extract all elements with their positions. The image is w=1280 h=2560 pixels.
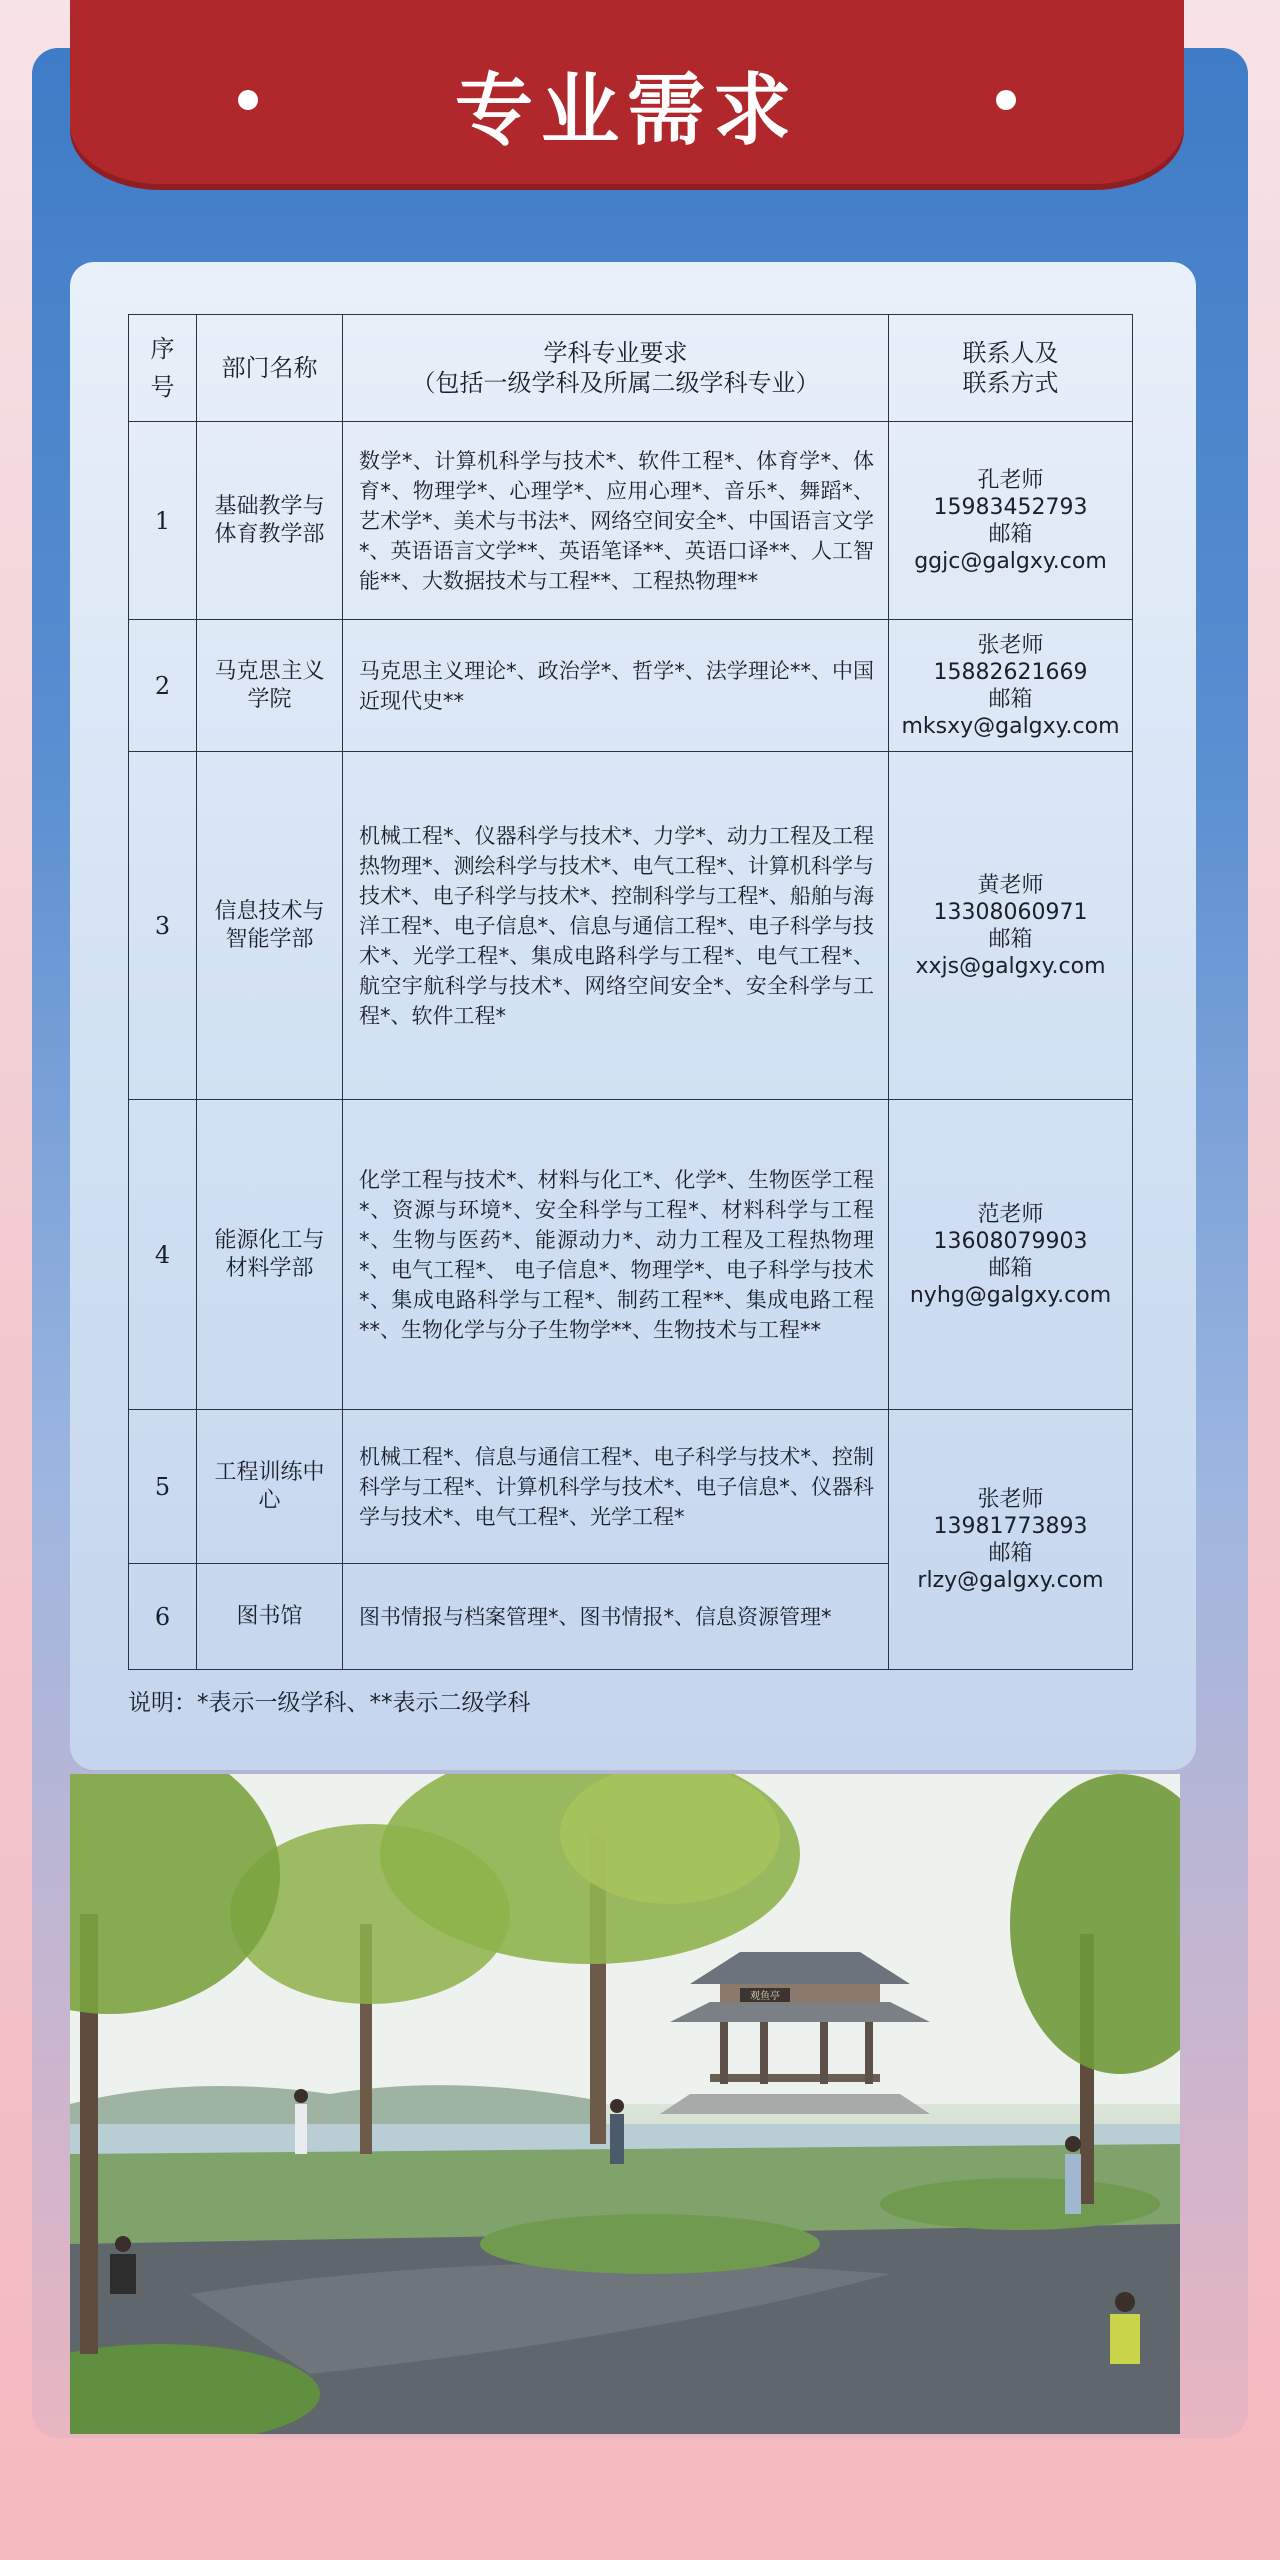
header-subject-line1: 学科专业要求 — [543, 339, 688, 367]
row-seq: 5 — [129, 1410, 197, 1564]
contact-phone: 13608079903 — [933, 1228, 1088, 1254]
contact-mail-label: 邮箱 — [988, 686, 1033, 712]
scene-svg — [70, 1774, 1180, 2434]
contact-email: nyhg@galgxy.com — [909, 1282, 1112, 1308]
row-dept: 马克思主义学院 — [197, 620, 343, 752]
contact-phone: 13981773893 — [933, 1513, 1088, 1539]
contact-name: 张老师 — [977, 1486, 1044, 1512]
header-subject-line2: （包括一级学科及所属二级学科专业） — [411, 369, 820, 397]
contact-mail-label: 邮箱 — [988, 1255, 1033, 1281]
row-seq: 4 — [129, 1100, 197, 1410]
contact-mail-label: 邮箱 — [988, 926, 1033, 952]
contact-phone: 13308060971 — [933, 899, 1088, 925]
row-subjects: 图书情报与档案管理*、图书情报*、信息资源管理* — [343, 1564, 889, 1670]
row-dept: 基础教学与体育教学部 — [197, 422, 343, 620]
contact-name: 张老师 — [977, 632, 1044, 658]
contact-email: rlzy@galgxy.com — [917, 1567, 1104, 1593]
contact-phone: 15882621669 — [933, 659, 1088, 685]
contact-mail-label: 邮箱 — [988, 1540, 1033, 1566]
row-seq: 6 — [129, 1564, 197, 1670]
contact-email: xxjs@galgxy.com — [915, 953, 1106, 979]
table-row — [129, 620, 1133, 752]
grass-island — [480, 2214, 820, 2274]
row-subjects: 机械工程*、仪器科学与技术*、力学*、动力工程及工程热物理*、测绘科学与技术*、电气工程*、计算机科学与技术*、电子科学与技术*、控制科学与工程*、船舶与海洋工程*、电子信息*、信息与通信工程*、电子科学与技术*、光学工程*、集成电路科学与工程*、电气工程*、航空宇航科学与技术*、网络空间安全*、安全科学与工程*、软件工程* — [343, 752, 889, 1100]
header-ribbon — [70, 0, 1184, 184]
row-subjects: 化学工程与技术*、材料与化工*、化学*、生物医学工程*、资源与环境*、安全科学与工程*、材料科学与工程*、生物与医药*、能源动力*、动力工程及工程热物理*、电气工程*、 电子信息*、物理学*、电子科学与技术*、集成电路科学与工程*、制药工程**、集成电路工程**、生物化学与分子生物学**、生物技术与工程** — [343, 1100, 889, 1410]
campus-scene-illustration — [70, 1774, 1180, 2434]
table-row — [129, 1410, 1133, 1564]
table-header-row — [129, 315, 1133, 422]
row-contact — [889, 752, 1133, 1100]
table-row — [129, 1100, 1133, 1410]
row-seq: 1 — [129, 422, 197, 620]
header-contact — [889, 315, 1133, 422]
row-dept: 工程训练中心 — [197, 1410, 343, 1564]
contact-name: 范老师 — [977, 1201, 1044, 1227]
row-seq: 3 — [129, 752, 197, 1100]
contact-name: 孔老师 — [977, 467, 1044, 493]
footnote: 说明：*表示一级学科、**表示二级学科 — [128, 1690, 531, 1716]
requirements-table — [128, 314, 1133, 1670]
table-row — [129, 422, 1133, 620]
page-title: 专业需求 — [454, 66, 799, 156]
header-contact-line1: 联系人及 — [962, 339, 1059, 367]
header-contact-line2: 联系方式 — [962, 369, 1059, 397]
row-contact — [889, 1100, 1133, 1410]
contact-email: ggjc@galgxy.com — [914, 548, 1107, 574]
row-contact — [889, 422, 1133, 620]
header-dept: 部门名称 — [197, 315, 343, 422]
row-dept: 图书馆 — [197, 1564, 343, 1670]
contact-email: mksxy@galgxy.com — [901, 713, 1120, 739]
grass-island — [880, 2178, 1160, 2230]
contact-phone: 15983452793 — [933, 494, 1088, 520]
contact-mail-label: 邮箱 — [988, 521, 1033, 547]
table-row — [129, 752, 1133, 1100]
contact-name: 黄老师 — [977, 872, 1044, 898]
header-seq — [129, 315, 197, 422]
row-subjects: 数学*、计算机科学与技术*、软件工程*、体育学*、体育*、物理学*、心理学*、应用心理*、音乐*、舞蹈*、艺术学*、美术与书法*、网络空间安全*、中国语言文学*、英语语言文学**、英语笔译**、英语口译**、人工智能**、大数据技术与工程**、工程热物理** — [343, 422, 889, 620]
header-seq-label: 序号 — [150, 335, 175, 401]
row-contact — [889, 620, 1133, 752]
row-dept: 信息技术与智能学部 — [197, 752, 343, 1100]
row-contact — [889, 1410, 1133, 1670]
row-seq: 2 — [129, 620, 197, 752]
row-subjects: 马克思主义理论*、政治学*、哲学*、法学理论**、中国近现代史** — [343, 620, 889, 752]
header-subject — [343, 315, 889, 422]
row-subjects: 机械工程*、信息与通信工程*、电子科学与技术*、控制科学与工程*、计算机科学与技术*、电子信息*、仪器科学与技术*、电气工程*、光学工程* — [343, 1410, 889, 1564]
row-dept: 能源化工与材料学部 — [197, 1100, 343, 1410]
pavilion-sign: 观鱼亭 — [750, 1991, 780, 2002]
